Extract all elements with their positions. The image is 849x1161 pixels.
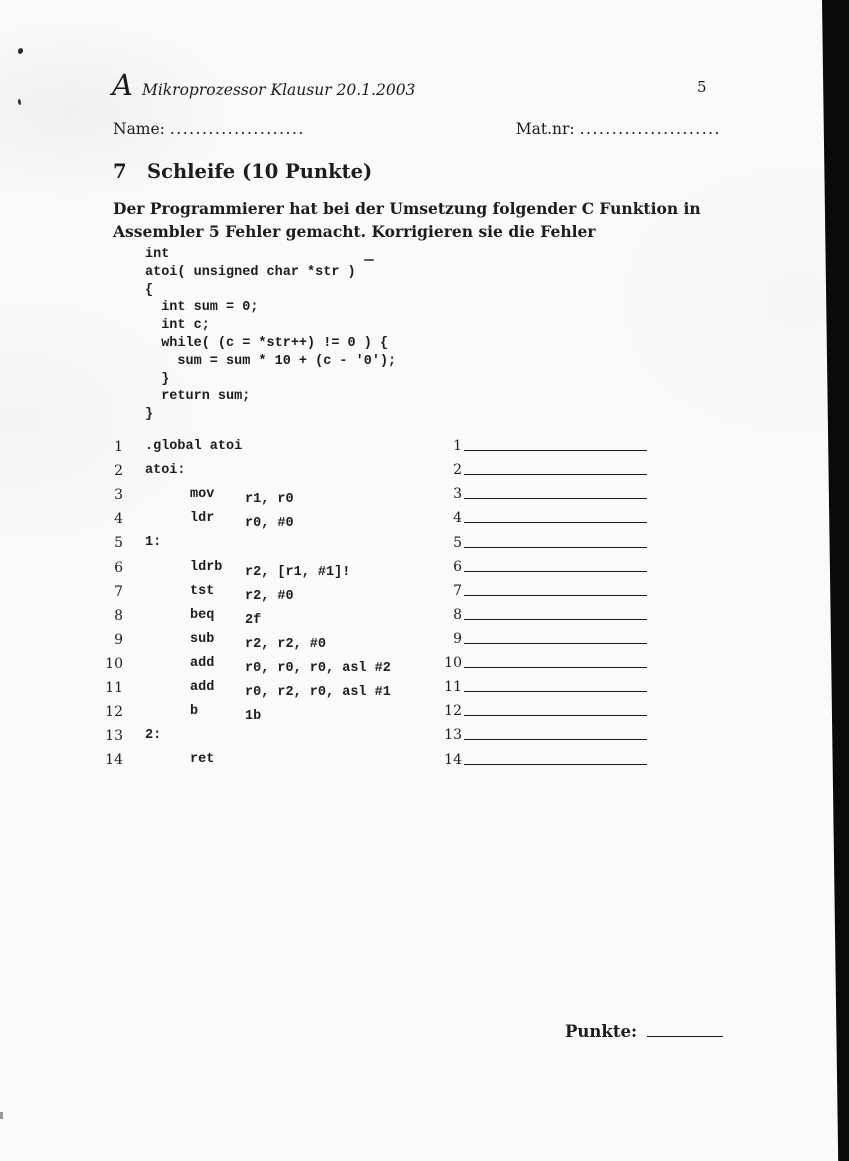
answer-row bbox=[430, 746, 647, 770]
assembly-mnemonic: add bbox=[190, 655, 215, 671]
assembly-line-number: 3 bbox=[114, 487, 123, 504]
answer-number: 6 bbox=[453, 558, 462, 575]
points-field bbox=[565, 1022, 723, 1041]
answer-row bbox=[430, 505, 647, 529]
answer-number: 14 bbox=[444, 751, 462, 768]
answer-number: 13 bbox=[444, 727, 462, 744]
assembly-line-number: 7 bbox=[114, 583, 123, 600]
assembly-line-number: 11 bbox=[105, 680, 123, 697]
assembly-line-number: 13 bbox=[105, 728, 123, 745]
answer-blank-line[interactable] bbox=[464, 449, 647, 451]
assembly-line bbox=[105, 704, 391, 728]
answer-row bbox=[430, 457, 647, 481]
section-heading bbox=[113, 160, 372, 183]
assembly-mnemonic: mov bbox=[190, 487, 215, 503]
c-code-line: int sum = 0; bbox=[145, 300, 259, 316]
c-code-line: } bbox=[145, 407, 154, 423]
assembly-label: 2: bbox=[145, 728, 162, 744]
answer-number: 7 bbox=[453, 582, 462, 599]
answer-row bbox=[430, 529, 647, 553]
c-code-line: } bbox=[145, 371, 170, 387]
answer-number: 5 bbox=[453, 534, 462, 551]
answer-number: 4 bbox=[453, 510, 462, 527]
page-number: 5 bbox=[697, 78, 707, 96]
section-title: Schleife (10 Punkte) bbox=[147, 160, 373, 183]
answer-blank-line[interactable] bbox=[464, 618, 647, 620]
answer-number: 8 bbox=[453, 606, 462, 623]
assembly-line bbox=[105, 608, 391, 632]
assembly-line-number: 6 bbox=[114, 559, 123, 576]
assembly-line-number: 2 bbox=[114, 463, 123, 480]
answer-row bbox=[430, 481, 647, 505]
answer-row bbox=[430, 722, 647, 746]
matnr-blank[interactable]: ...................... bbox=[579, 120, 721, 138]
c-code-line: int c; bbox=[145, 318, 210, 334]
assembly-operands: r2, r2, #0 bbox=[245, 636, 327, 652]
assembly-operands: r1, r0 bbox=[245, 492, 294, 508]
answer-row bbox=[430, 674, 647, 698]
answer-row bbox=[430, 602, 647, 626]
c-code-line: atoi( unsigned char *str ) bbox=[145, 264, 356, 280]
name-blank[interactable]: ..................... bbox=[169, 120, 305, 138]
assembly-line-number: 4 bbox=[114, 511, 123, 528]
assembly-line bbox=[105, 632, 391, 656]
answer-row bbox=[430, 578, 647, 602]
assembly-label: .global atoi bbox=[145, 439, 243, 454]
answer-number: 11 bbox=[444, 679, 462, 696]
assembly-label: 1: bbox=[145, 535, 162, 551]
matnr-field bbox=[516, 120, 721, 138]
c-code-line: sum = sum * 10 + (c - '0'); bbox=[145, 353, 397, 369]
answer-number: 2 bbox=[453, 462, 462, 479]
scan-speck bbox=[0, 1112, 3, 1119]
assembly-mnemonic: b bbox=[190, 704, 199, 720]
assembly-line bbox=[105, 535, 391, 559]
c-code-line: while( (c = *str++) != 0 ) { bbox=[145, 335, 389, 351]
assembly-line bbox=[105, 439, 391, 463]
c-code-line: int bbox=[145, 247, 170, 262]
assembly-operands: 2f bbox=[245, 612, 262, 628]
points-label: Punkte: bbox=[565, 1022, 638, 1041]
scanner-edge-artifact bbox=[822, 0, 849, 1161]
assembly-operands: r0, #0 bbox=[245, 516, 294, 532]
assembly-line bbox=[105, 511, 391, 535]
answer-number: 12 bbox=[444, 703, 462, 720]
name-label: Name: bbox=[113, 120, 165, 138]
assembly-line-number: 10 bbox=[105, 655, 123, 672]
answer-blank-line[interactable] bbox=[464, 521, 647, 523]
assembly-label: atoi: bbox=[145, 463, 186, 479]
answer-row bbox=[430, 626, 647, 650]
identity-fields bbox=[113, 120, 721, 138]
answer-blank-line[interactable] bbox=[464, 690, 647, 692]
answer-blank-line[interactable] bbox=[464, 473, 647, 475]
answer-blank-line[interactable] bbox=[464, 738, 647, 740]
answer-number: 3 bbox=[453, 486, 462, 503]
answer-row bbox=[430, 650, 647, 674]
assembly-mnemonic: ret bbox=[190, 752, 215, 768]
answer-blank-line[interactable] bbox=[464, 546, 647, 548]
assembly-line-number: 5 bbox=[114, 535, 123, 552]
assembly-line-number: 8 bbox=[114, 607, 123, 624]
assembly-line bbox=[105, 560, 391, 584]
assembly-mnemonic: ldr bbox=[190, 511, 215, 527]
exam-version-letter: A bbox=[112, 68, 133, 102]
assembly-mnemonic: ldrb bbox=[190, 559, 223, 575]
answer-row bbox=[430, 554, 647, 578]
matnr-label: Mat.nr: bbox=[515, 120, 575, 138]
answer-blanks bbox=[430, 433, 647, 771]
answer-row bbox=[430, 433, 647, 457]
answer-blank-line[interactable] bbox=[464, 642, 647, 644]
assembly-line-number: 12 bbox=[105, 704, 123, 721]
c-code-listing bbox=[145, 246, 396, 424]
answer-blank-line[interactable] bbox=[464, 570, 647, 572]
assembly-listing bbox=[105, 439, 391, 777]
exam-title: Mikroprozessor Klausur 20.1.2003 bbox=[141, 81, 416, 99]
assembly-mnemonic: tst bbox=[190, 583, 215, 599]
answer-number: 1 bbox=[453, 438, 462, 455]
answer-blank-line[interactable] bbox=[464, 714, 647, 716]
assembly-line-number: 9 bbox=[114, 631, 123, 648]
assembly-line bbox=[105, 728, 391, 752]
assembly-mnemonic: beq bbox=[190, 607, 215, 623]
assembly-operands: r2, [r1, #1]! bbox=[245, 564, 351, 580]
assembly-line bbox=[105, 680, 391, 704]
scan-speck bbox=[18, 99, 22, 105]
assembly-mnemonic: add bbox=[190, 680, 215, 696]
assembly-line bbox=[105, 752, 391, 776]
answer-blank-line[interactable] bbox=[464, 594, 647, 596]
c-code-line: { bbox=[145, 282, 154, 298]
points-blank-line[interactable] bbox=[647, 1022, 723, 1037]
assembly-line-number: 1 bbox=[114, 439, 123, 455]
assembly-line-number: 14 bbox=[105, 752, 123, 769]
answer-row bbox=[430, 698, 647, 722]
assembly-line bbox=[105, 463, 391, 487]
section-number: 7 bbox=[113, 160, 127, 183]
answer-blank-line[interactable] bbox=[464, 666, 647, 668]
assembly-line bbox=[105, 487, 391, 511]
assembly-line bbox=[105, 584, 391, 608]
assembly-line bbox=[105, 656, 391, 680]
assembly-operands: r2, #0 bbox=[245, 588, 294, 604]
c-code-line: return sum; bbox=[145, 389, 251, 405]
scan-speck bbox=[17, 47, 24, 55]
task-instructions: Der Programmierer hat bei der Umsetzung folgender C Funktion in Assembler 5 Fehler gemacht. Korrigieren sie die Fehler bbox=[113, 199, 701, 241]
answer-blank-line[interactable] bbox=[464, 763, 647, 765]
page-header bbox=[112, 68, 415, 102]
assembly-operands: r0, r2, r0, asl #1 bbox=[245, 685, 391, 701]
assembly-operands: 1b bbox=[245, 709, 262, 725]
assembly-mnemonic: sub bbox=[190, 631, 215, 647]
answer-blank-line[interactable] bbox=[464, 497, 647, 499]
assembly-operands: r0, r0, r0, asl #2 bbox=[245, 660, 391, 676]
answer-number: 9 bbox=[453, 630, 462, 647]
name-field bbox=[113, 120, 305, 138]
answer-number: 10 bbox=[444, 655, 462, 672]
